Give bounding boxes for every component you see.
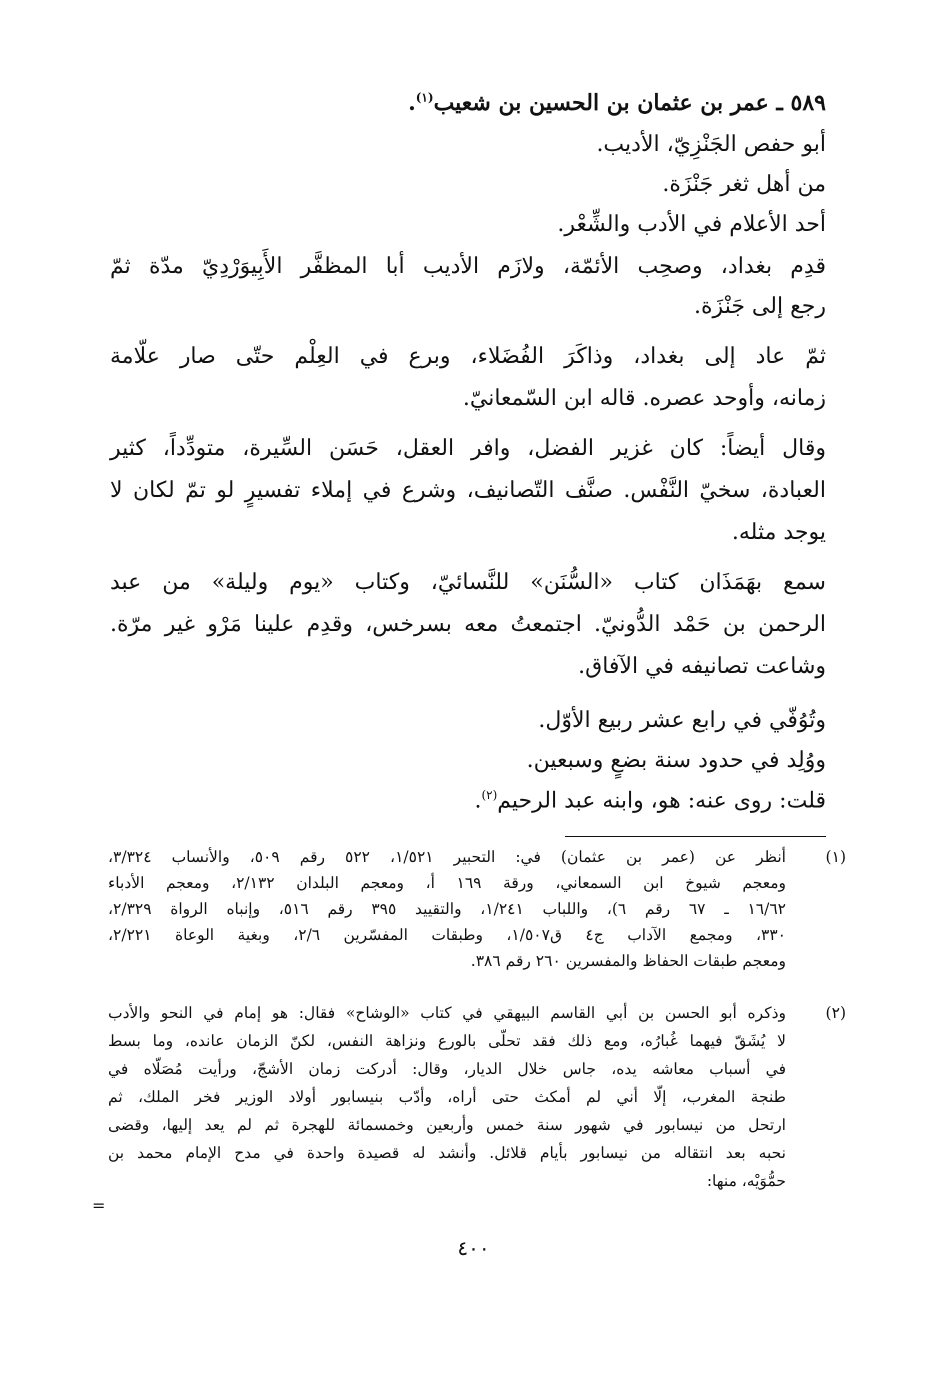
entry-line: رجع إلى جَنْزَة.: [694, 294, 826, 319]
footnote-ref-2[interactable]: (٢): [481, 788, 498, 802]
continuation-mark: =: [92, 1196, 106, 1215]
footnote-line: حمُّوَيْه، منها:: [706, 1172, 786, 1190]
entry-line: زمانه، وأوحد عصره. قاله ابن السّمعانيّ.: [462, 386, 826, 411]
entry-line: وتُوُفّي في رابع عشر ربيع الأوّل.: [538, 708, 826, 733]
footnote-line: أنظر عن (عمر بن عثمان) في: التحبير ١/٥٢١، ٥٢٢ رقم ٥٠٩، والأنساب ٣/٣٢٤،: [108, 848, 786, 866]
footnote-line: ١٦/٦٢ ـ ٦٧ رقم ٦)، واللباب ١/٢٤١، والتقييد ٣٩٥ رقم ٥١٦، وإنباه الرواة ٢/٣٢٩،: [108, 900, 786, 918]
entry-line: وقال أيضاً: كان غزير الفضل، وافر العقل، حَسَن السِّيرة، متودِّداً، كثير: [110, 436, 826, 461]
footnote-line: في أسباب معاشه يده، جاس خلال الديار، وقال: أدركت زمان الأشجّ، ورأيت مُصَلّاه في: [108, 1060, 786, 1078]
footnote-number: (١): [825, 848, 846, 866]
entry-line: قدِم بغداد، وصحِب الأئمّة، ولازَم الأديب أبا المظفَّر الأَبِيوَرْدِيّ مدّة ثمّ: [110, 254, 826, 279]
entry-last-line-end: .: [474, 788, 482, 814]
footnote-line: طنجة المغرب، إلّا أني لم أمكث حتى أراه، وأدّب بنيسابور أولاد الوزير فخر الملك، ثم: [108, 1088, 786, 1106]
footnote-line: نحبه بعد انتقاله من نيسابور بأيام قلائل. وأنشد له قصيدة واحدة في مدح الإمام محمد بن: [108, 1144, 786, 1162]
footnote-divider: [565, 836, 826, 837]
entry-line: الرحمن بن حَمْد الدُّونيّ. اجتمعتُ معه بسرخس، وقدِم علينا مَرْو غير مرّة.: [110, 612, 826, 637]
entry-last-line: [474, 788, 826, 813]
entry-last-line-text: قلت: روى عنه: هو، وابنه عبد الرحيم: [497, 788, 826, 814]
page-number: ٤٠٠: [457, 1236, 490, 1260]
entry-line: ووُلِد في حدود سنة بضعٍ وسبعين.: [526, 748, 826, 773]
footnote-line: وذكره أبو الحسن بن أبي القاسم البيهقي في كتاب «الوشاح» فقال: هو إمام في النحو والأدب: [108, 1004, 786, 1022]
footnote-number: (٢): [825, 1004, 846, 1022]
entry-line: أبو حفص الجَنْزِيّ، الأديب.: [596, 132, 826, 157]
footnote-line: ومعجم شيوخ ابن السمعاني، ورقة ١٦٩ أ، ومعجم البلدان ٢/١٣٢، ومعجم الأدباء: [108, 874, 786, 892]
footnote-line: ومعجم طبقات الحفاظ والمفسرين ٢٦٠ رقم ٣٨٦.: [470, 952, 786, 970]
entry-title-end: .: [408, 90, 416, 116]
entry-line: يوجد مثله.: [731, 520, 826, 545]
entry-line: من أهل ثغر جَنْزَة.: [662, 172, 826, 197]
footnote-line: ارتحل من نيسابور في شهور سنة خمس وأربعين وخمسمائة للهجرة ثم لم يعد إليها، وقضى: [108, 1116, 786, 1134]
footnote-line: لا يُشَقّ فيهما غُبارُه، ومع ذلك فقد تحلّى بالورع ونزاهة النفس، لكنّ الزمان عانده، وما بسط: [108, 1032, 786, 1050]
entry-line: العبادة، سخيّ النَّفْس. صنَّف التّصانيف، وشرع في إملاء تفسيرٍ لو تمّ لكان لا: [110, 478, 826, 503]
footnote-line: ٣٣٠، ومجمع الآداب ج٤ ق١/٥٠٧، وطبقات المفسّرين ٢/٦، وبغية الوعاة ٢/٢٢١،: [108, 926, 786, 944]
entry-title-text: ٥٨٩ ـ عمر بن عثمان بن الحسين بن شعيب: [433, 90, 826, 116]
entry-title: [408, 90, 826, 116]
footnote-ref-1[interactable]: (١): [415, 90, 434, 105]
entry-line: أحد الأعلام في الأدب والشِّعْر.: [557, 212, 826, 237]
entry-line: سمع بهَمَذَان كتاب «السُّنَن» للنَّسائيّ، وكتاب «يوم وليلة» من عبد: [110, 570, 826, 595]
entry-line: وشاعت تصانيفه في الآفاق.: [578, 654, 826, 679]
entry-line: ثمّ عاد إلى بغداد، وذاكَرَ الفُضَلاء، وبرع في العِلْم حتّى صار علّامة: [110, 344, 826, 369]
